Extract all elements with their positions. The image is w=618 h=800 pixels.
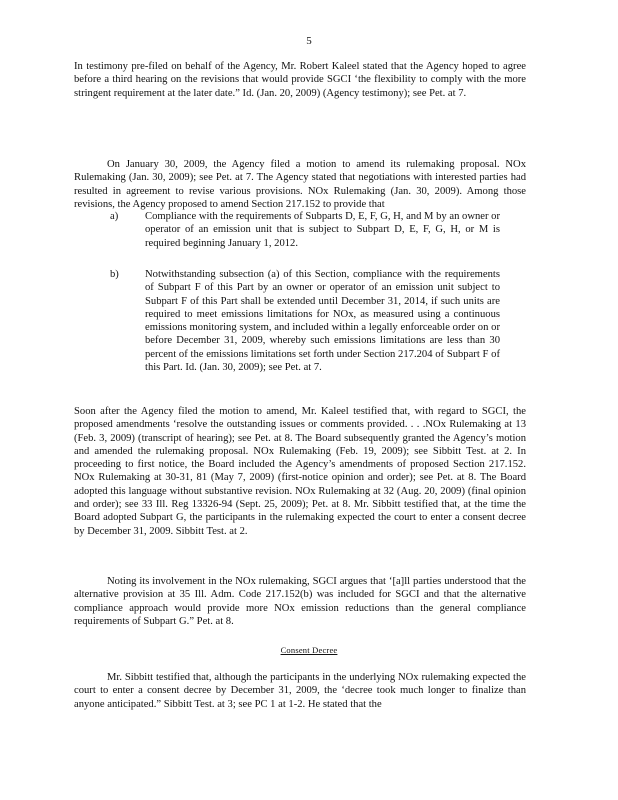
- section-heading: Consent Decree: [280, 645, 338, 655]
- paragraph-motion-to-amend: On January 30, 2009, the Agency filed a motion to amend its rulemaking proposal. NOx Rulemaking (Jan. 30, 2009); see Pet. at 7. The Agency stated that negotiations with interested parties had resulted in agreement to revise various provisions. NOx Rulemaking (Jan. 30, 2009). Among those revisions, the Agency proposed to amend Section 217.152 to provide that: [74, 159, 526, 210]
- paragraph-sibbitt-testimony: Mr. Sibbitt testified that, although the participants in the underlying NOx rulemaking expected the court to enter a consent decree by December 31, 2009, the ‘decree took much longer to finalize than anyone anticipated.” Sibbitt Test. at 3; see PC 1 at 1-2. He stated that the: [74, 672, 526, 710]
- list-item-text: Compliance with the requirements of Subparts D, E, F, G, H, and M by an owner or operator of an emission unit that is subject to Subpart D, E, F, G, H, or M is required beginning January 1, 2012.: [145, 211, 500, 249]
- list-item-label: a): [110, 211, 119, 222]
- page-number: 5: [306, 35, 312, 47]
- paragraph-kaleel-amendments: Soon after the Agency filed the motion to amend, Mr. Kaleel testified that, with regard to SGCI, the proposed amendments ‘resolve the outstanding issues or comments provided. . . .NOx Rulemaking at 13 (Feb. 3, 2009) (transcript of hearing); see Pet. at 8. The Board subsequently granted the Agency’s motion and amended the rulemaking proposal. NOx Rulemaking (Feb. 19, 2009); see Sibbitt Test. at 2. In proceeding to first notice, the Board included the Agency’s amendments of proposed Section 217.152. NOx Rulemaking at 30-31, 81 (May 7, 2009) (first-notice opinion and order); see Pet. at 8. The Board adopted this language without substantive revision. NOx Rulemaking at 32 (Aug. 20, 2009) (final opinion and order); see 33 Ill. Reg 13326-94 (Sept. 25, 2009); Pet. at 8. Mr. Sibbitt testified that, at the time the Board adopted Subpart G, the participants in the rulemaking expected the court to enter a consent decree by December 31, 2009. Sibbitt Test. at 2.: [74, 406, 526, 537]
- paragraph-kaleel-testimony: In testimony pre-filed on behalf of the Agency, Mr. Robert Kaleel stated that the Agency hoped to agree before a third hearing on the revisions that would provide SGCI ‘the flexibility to comply with the more stringent requirement at the later date.” Id. (Jan. 20, 2009) (Agency testimony); see Pet. at 7.: [74, 61, 526, 99]
- paragraph-sgci-argument: Noting its involvement in the NOx rulemaking, SGCI argues that ‘[a]ll parties understood that the alternative provision at 35 Ill. Adm. Code 217.152(b) was included for SGCI and that the alternative compliance approach would provide more NOx emission reductions than the general compliance requirements of Subpart G.” Pet. at 8.: [74, 576, 526, 627]
- list-item-text: Notwithstanding subsection (a) of this Section, compliance with the requirements of Subpart F of this Part by an owner or operator of an emission unit subject to Subpart F of this Part shall be extended until December 31, 2014, if such units are required to meet emissions limitations for NOx, as measured using a continuous emissions monitoring system, and included within a legally enforceable order on or before December 31, 2009, whereby such emissions limitations are less than 30 percent of the emissions limitations set forth under Section 217.204 of Subpart F of this Part. Id. (Jan. 30, 2009); see Pet. at 7.: [145, 269, 500, 374]
- list-item-label: b): [110, 269, 119, 280]
